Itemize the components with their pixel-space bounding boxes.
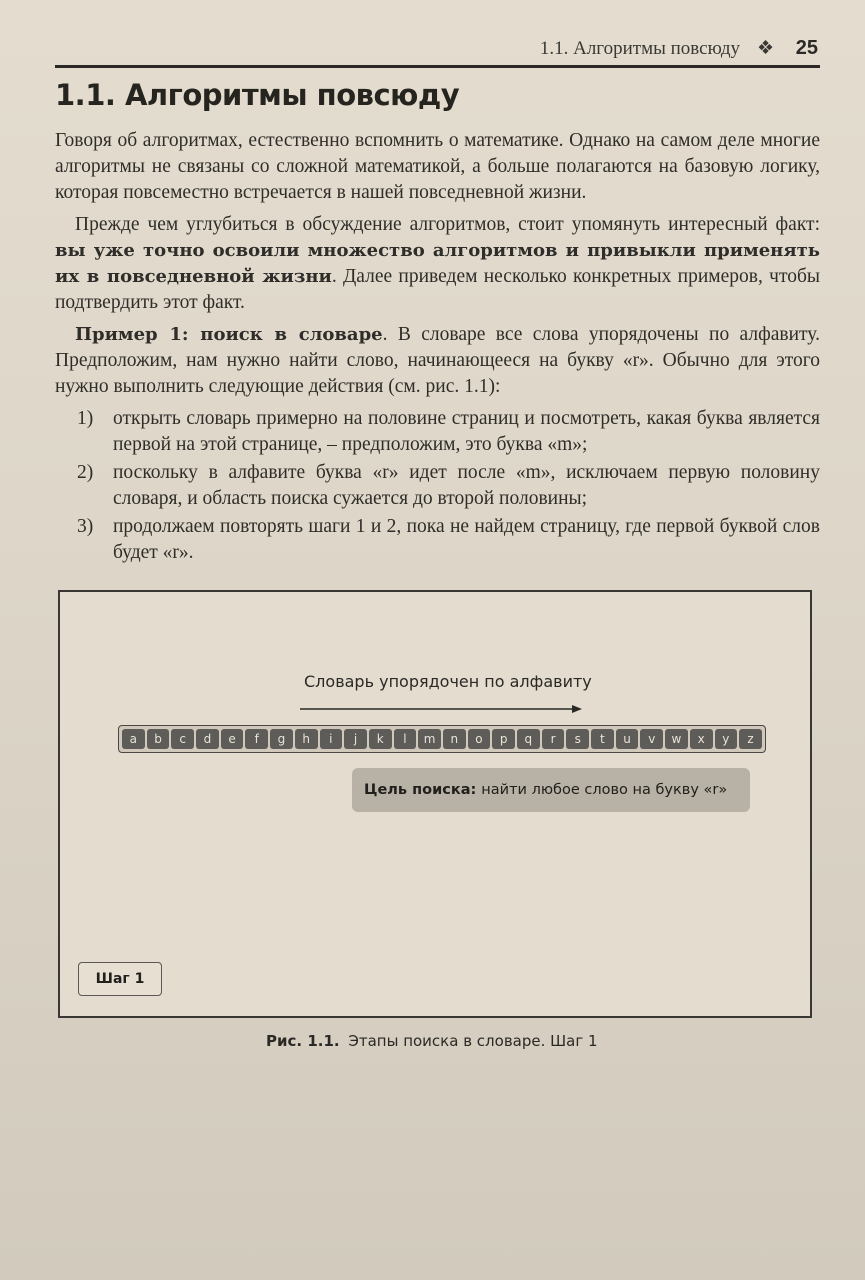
letter-tile-k: k	[369, 729, 392, 749]
list-number: 2)	[77, 462, 94, 483]
letter-tile-f: f	[245, 729, 268, 749]
letter-tile-u: u	[616, 729, 639, 749]
list-item	[77, 514, 820, 566]
alphabet-strip	[118, 725, 766, 753]
letter-tile-l: l	[394, 729, 417, 749]
letter-tile-g: g	[270, 729, 293, 749]
letter-tile-m: m	[418, 729, 441, 749]
figure-caption	[266, 1032, 598, 1050]
page-number: 25	[795, 37, 818, 59]
running-head-title: 1.1. Алгоритмы повсюду	[539, 38, 740, 59]
list-number: 1)	[77, 408, 94, 429]
letter-tile-y: y	[715, 729, 738, 749]
paragraph-fact	[55, 212, 820, 316]
arrow-label: Словарь упорядочен по алфавиту	[304, 672, 592, 691]
letter-tile-a: a	[122, 729, 145, 749]
running-head	[55, 36, 820, 68]
list-number: 3)	[77, 516, 94, 537]
steps-list	[77, 406, 820, 566]
paragraph-fact-end: . Далее приведем несколько конкретных примеров, чтобы подтвердить этот факт.	[55, 266, 820, 313]
letter-tile-n: n	[443, 729, 466, 749]
letter-tile-d: d	[196, 729, 219, 749]
paragraph-fact-start: Прежде чем углубиться в обсуждение алгоритмов, стоит упомянуть интересный факт:	[75, 214, 820, 235]
letter-tile-r: r	[542, 729, 565, 749]
step-label-box: Шаг 1	[78, 962, 162, 996]
letter-tile-w: w	[665, 729, 688, 749]
letter-tile-p: p	[492, 729, 515, 749]
letter-tile-z: z	[739, 729, 762, 749]
letter-tile-b: b	[147, 729, 170, 749]
paragraph-intro: Говоря об алгоритмах, естественно вспомнить о математике. Однако на самом деле многие алгоритмы не связаны со сложной математикой, а больше полагаются на базовую логику, которая повсеместно встречается в нашей повседневной жизни.	[55, 130, 820, 203]
list-text: открыть словарь примерно на половине страниц и посмотреть, какая буква является первой на этой странице, – предположим, это буква «m»;	[113, 408, 820, 455]
list-item	[77, 406, 820, 458]
search-goal-box	[352, 768, 750, 812]
letter-tile-e: e	[221, 729, 244, 749]
list-text: продолжаем повторять шаги 1 и 2, пока не найдем страницу, где первой буквой слов будет «r».	[113, 516, 820, 563]
arrow-right-icon	[300, 702, 582, 716]
caption-text: Этапы поиска в словаре. Шаг 1	[348, 1032, 598, 1050]
letter-tile-t: t	[591, 729, 614, 749]
letter-tile-j: j	[344, 729, 367, 749]
example-text: . В словаре все слова упорядочены по алфавиту. Предположим, нам нужно найти слово, начинающееся на букву «r». Обычно для этого нужно выполнить следующие действия (см. рис. 1.1):	[55, 324, 820, 397]
letter-tile-o: o	[468, 729, 491, 749]
ornament-icon: ❖	[756, 38, 774, 59]
letter-tile-s: s	[566, 729, 589, 749]
list-text: поскольку в алфавите буква «r» идет после «m», исключаем первую половину словаря, и область поиска сужается до второй половины;	[113, 462, 820, 509]
letter-tile-q: q	[517, 729, 540, 749]
section-title: 1.1. Алгоритмы повсюду	[55, 78, 460, 112]
letter-tile-c: c	[171, 729, 194, 749]
letter-tile-i: i	[320, 729, 343, 749]
caption-label: Рис. 1.1.	[266, 1032, 340, 1050]
letter-tile-v: v	[640, 729, 663, 749]
goal-label: Цель поиска:	[364, 782, 477, 798]
letter-tile-x: x	[690, 729, 713, 749]
goal-text: найти любое слово на букву «r»	[481, 782, 728, 798]
body-text	[55, 128, 820, 568]
paragraph-fact-bold: вы уже точно освоили множество алгоритмов и привыкли применять их в повседневной жизни	[55, 240, 820, 287]
example-title: Пример 1: поиск в словаре	[75, 324, 383, 345]
paragraph-example	[55, 322, 820, 400]
letter-tile-h: h	[295, 729, 318, 749]
list-item	[77, 460, 820, 512]
figure-dictionary-search	[58, 590, 812, 1018]
